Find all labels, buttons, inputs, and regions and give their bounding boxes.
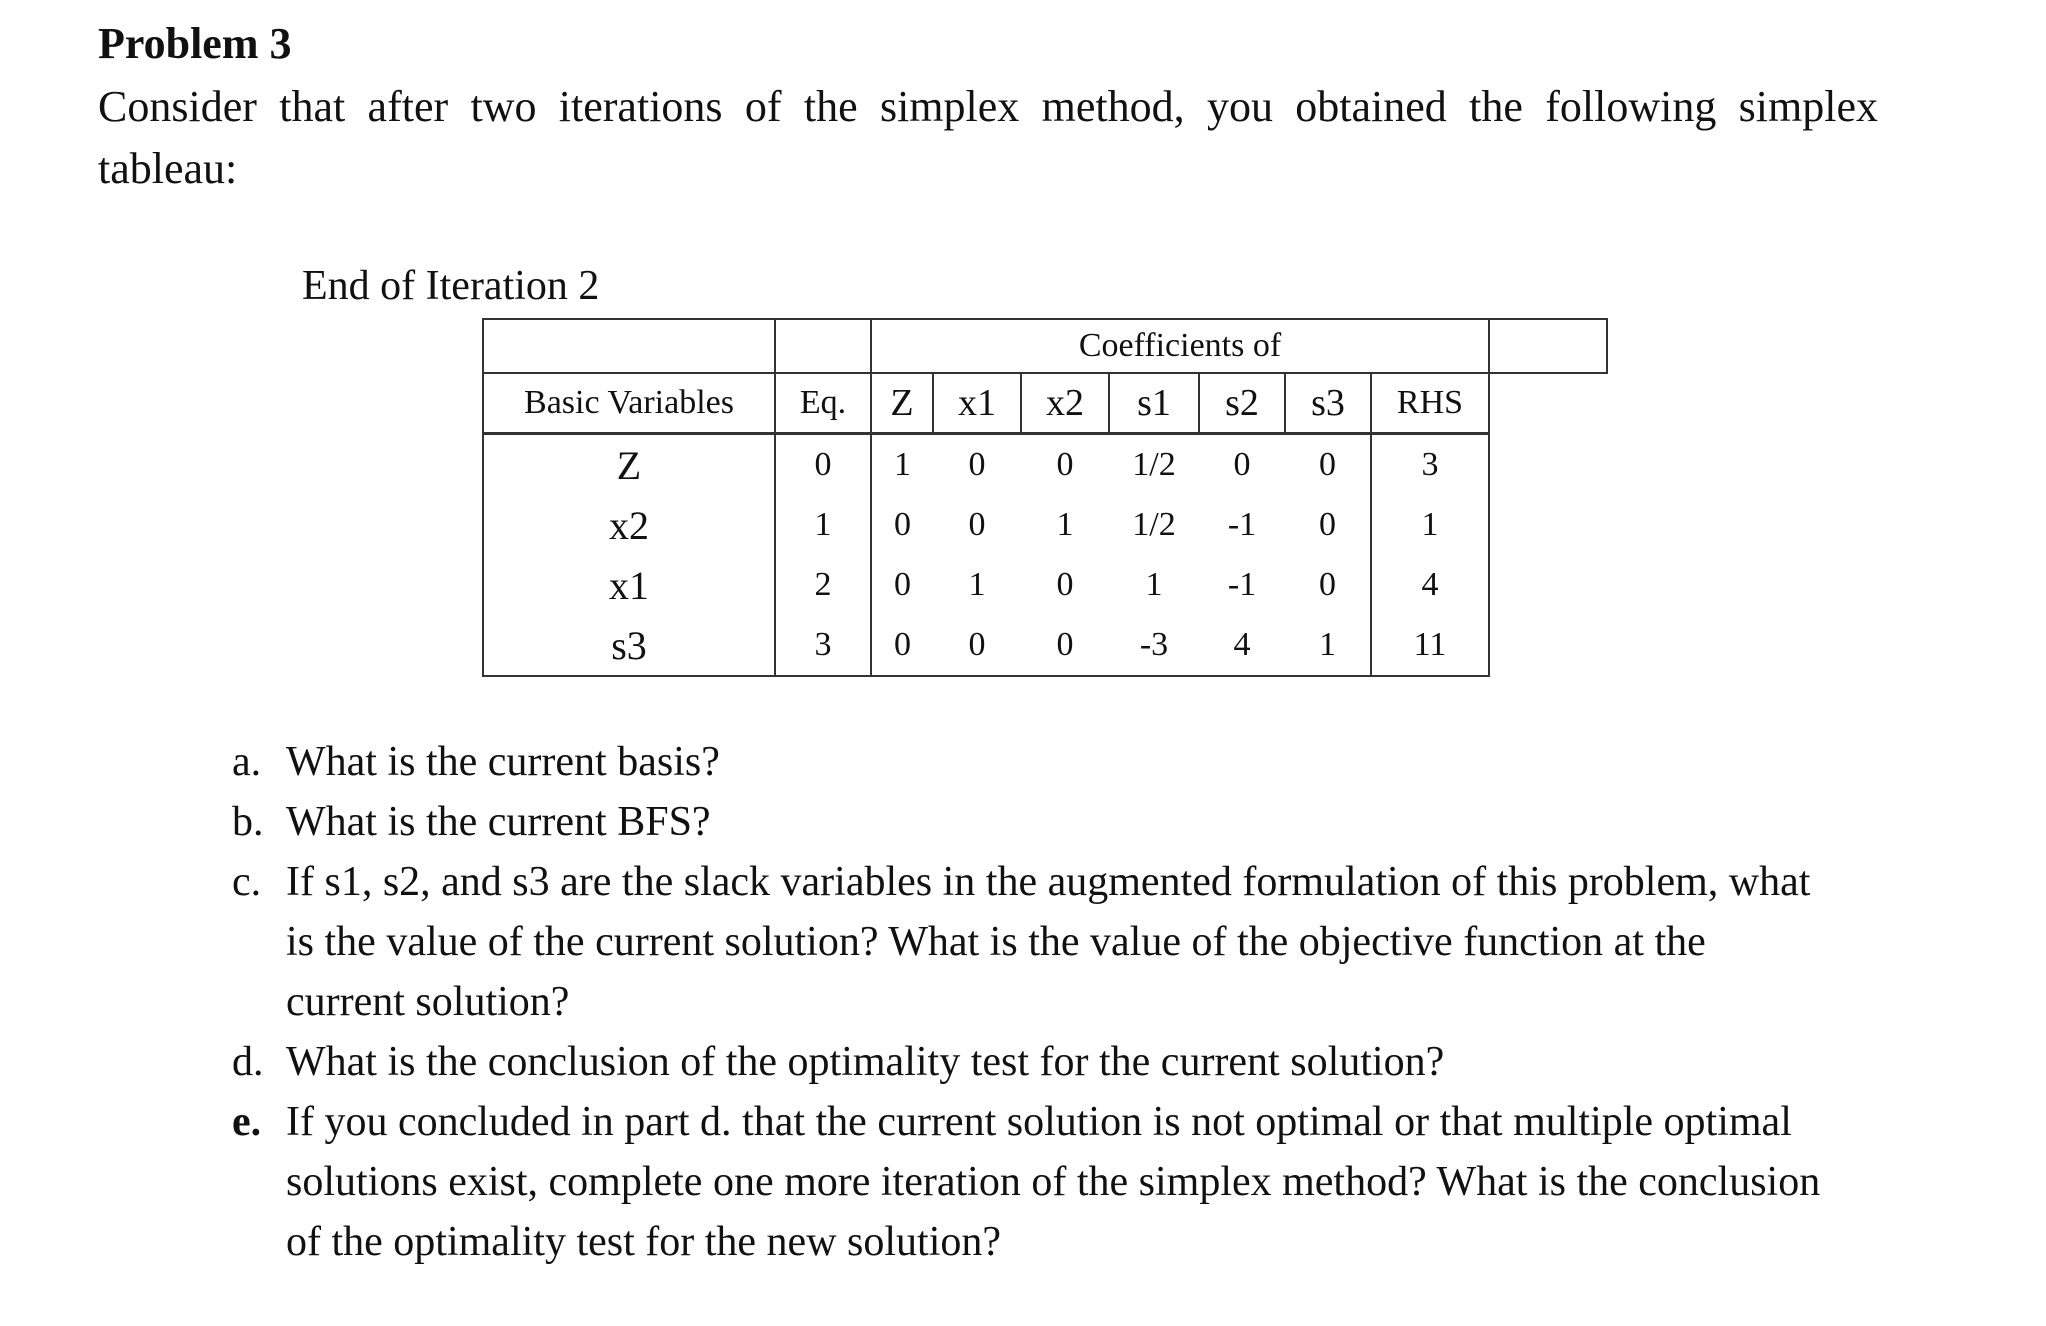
tableau-column-header-row — [483, 373, 1607, 434]
tableau-cell-z: 0 — [871, 615, 933, 676]
tableau-header-basic: Basic Variables — [483, 373, 775, 434]
simplex-tableau — [482, 318, 1608, 677]
tableau-row — [483, 615, 1607, 676]
tableau-cell-x1: 0 — [968, 506, 986, 543]
question-item — [232, 852, 1832, 1032]
tableau-cell-x1: 1 — [968, 566, 986, 603]
question-letter: b. — [232, 799, 264, 845]
tableau-cell-x1: 0 — [933, 615, 1021, 676]
tableau-header-s2: s2 — [1199, 373, 1285, 434]
tableau-cell-s2: 4 — [1199, 615, 1285, 676]
tableau-cell-x2: 0 — [1056, 566, 1074, 603]
question-list — [232, 732, 1832, 1272]
question-letter: e. — [232, 1099, 262, 1145]
tableau-cell-rhs: 3 — [1371, 434, 1489, 496]
tableau-header-empty-rhs — [1489, 319, 1607, 373]
tableau-cell-eq: 1 — [775, 495, 871, 555]
tableau-cell-basic: s3 — [483, 615, 775, 676]
tableau-cell-s3: 0 — [1285, 434, 1371, 496]
tableau-cell-z: 0 — [871, 555, 933, 615]
tableau-header-s3: s3 — [1285, 373, 1371, 434]
problem-title: Problem 3 — [98, 19, 292, 68]
tableau-cell-basic: x1 — [483, 555, 775, 615]
tableau-cell-eq: 0 — [775, 434, 871, 496]
tableau-cell-s2: -1 — [1227, 566, 1257, 603]
tableau-cell-x2: 0 — [1021, 615, 1109, 676]
tableau-cell-s3: 1 — [1285, 615, 1371, 676]
tableau-cell-eq: 3 — [775, 615, 871, 676]
tableau-header-empty-eq — [775, 319, 871, 373]
tableau-cell-basic: Z — [483, 434, 775, 496]
question-letter: d. — [232, 1039, 264, 1085]
tableau-cell-x2: 1 — [1056, 506, 1074, 543]
tableau-row — [483, 434, 1607, 496]
question-item — [232, 792, 1832, 852]
tableau-header-x2: x2 — [1021, 373, 1109, 434]
tableau-cell-s3: 0 — [1285, 495, 1371, 555]
tableau-cell-rhs: 4 — [1371, 555, 1489, 615]
question-letter: a. — [232, 739, 262, 785]
tableau-cell-s2: 0 — [1199, 434, 1285, 496]
tableau-cell-x2: 0 — [1021, 434, 1109, 496]
question-item — [232, 1092, 1832, 1272]
question-text: What is the conclusion of the optimality test for the current solution? — [286, 1039, 1445, 1085]
tableau-cell-z: 1 — [871, 434, 933, 496]
problem-intro: Consider that after two iterations of the simplex method, you obtained the following simplex tableau: — [98, 82, 1878, 193]
question-text: What is the current BFS? — [286, 799, 711, 845]
tableau-cell-s1: 1 — [1145, 566, 1163, 603]
tableau-cell-eq: 2 — [775, 555, 871, 615]
tableau-cell-z: 0 — [871, 495, 933, 555]
tableau-row — [483, 555, 1607, 615]
tableau-cell-x1: 0 — [933, 434, 1021, 496]
tableau-header-s1: s1 — [1109, 373, 1199, 434]
tableau-cell-s1: -3 — [1109, 615, 1199, 676]
tableau-header-eq: Eq. — [775, 373, 871, 434]
tableau-row — [483, 495, 1607, 555]
question-text: If s1, s2, and s3 are the slack variables in the augmented formulation of this problem, what is the value of the current solution? What is the value of the objective function at the current solution? — [286, 859, 1811, 1025]
question-letter: c. — [232, 859, 262, 905]
question-text: What is the current basis? — [286, 739, 720, 785]
tableau-cell-s1: 1/2 — [1132, 506, 1176, 543]
tableau-cell-basic: x2 — [483, 495, 775, 555]
tableau-group-header: Coefficients of — [871, 319, 1489, 373]
tableau-cell-s2: -1 — [1227, 506, 1257, 543]
tableau-cell-s3: 0 — [1285, 555, 1371, 615]
tableau-header-z: Z — [871, 373, 933, 434]
question-item — [232, 732, 1832, 792]
tableau-header-x1: x1 — [933, 373, 1021, 434]
tableau-header-empty-basic — [483, 319, 775, 373]
question-text: If you concluded in part d. that the current solution is not optimal or that multiple optimal solutions exist, complete one more iteration of the simplex method? What is the conclusion of the optimality test for the new solution? — [286, 1099, 1821, 1265]
question-item — [232, 1032, 1832, 1092]
tableau-caption: End of Iteration 2 — [302, 263, 600, 309]
tableau-header-rhs: RHS — [1371, 373, 1489, 434]
tableau-cell-rhs: 11 — [1371, 615, 1489, 676]
tableau-cell-s1: 1/2 — [1109, 434, 1199, 496]
tableau-cell-rhs: 1 — [1371, 495, 1489, 555]
tableau-group-header-row — [483, 319, 1607, 373]
